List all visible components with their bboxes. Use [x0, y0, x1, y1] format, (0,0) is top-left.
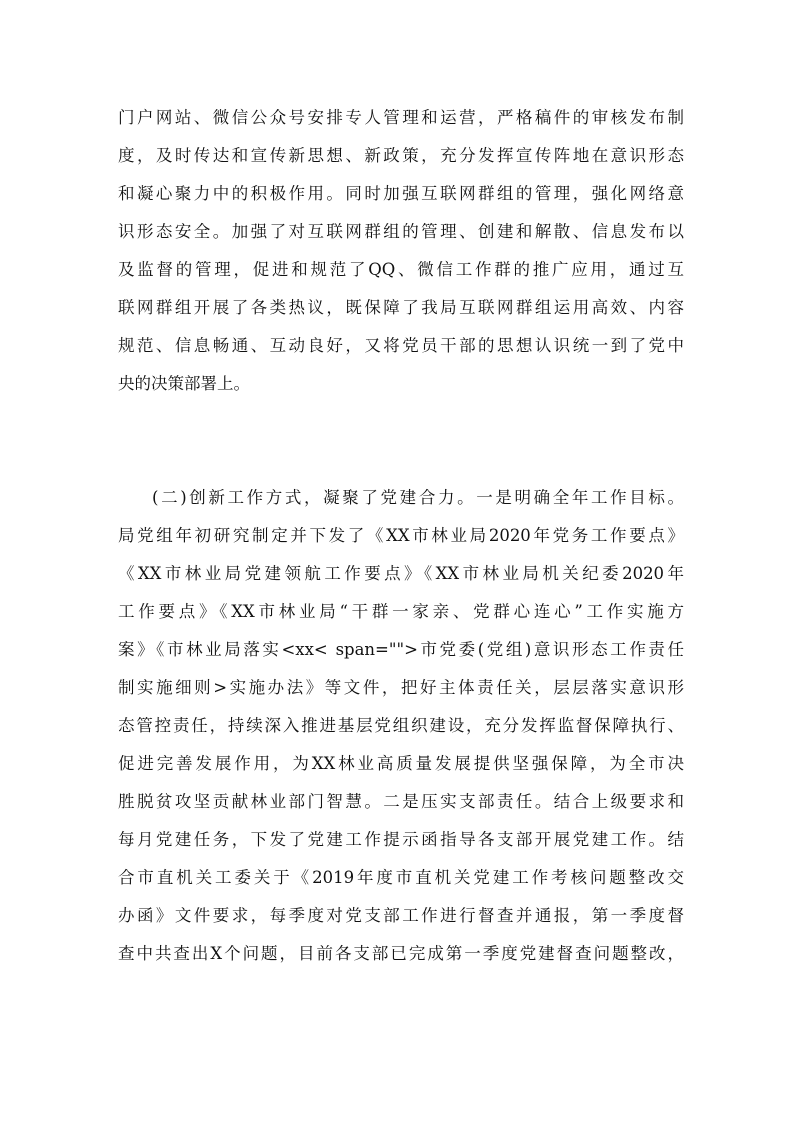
paragraph-line: 制实施细则>实施办法》等文件，把好主体责任关，层层落实意识形 [118, 678, 684, 697]
paragraph-line: 和凝心聚力中的积极作用。同时加强互联网群组的管理，强化网络意 [118, 184, 684, 203]
paragraph-line: 识形态安全。加强了对互联网群组的管理、创建和解散、信息发布以 [118, 222, 684, 241]
paragraph-line: 促进完善发展作用，为XX林业高质量发展提供坚强保障，为全市决 [118, 754, 684, 773]
paragraph-line: 门户网站、微信公众号安排专人管理和运营，严格稿件的审核发布制 [118, 108, 684, 127]
paragraph-line: 《XX市林业局党建领航工作要点》《XX市林业局机关纪委2020年 [118, 564, 684, 583]
paragraph-innovation-section [118, 479, 684, 973]
paragraph-line: 案》《市林业局落实<xx< span="">市党委(党组)意识形态工作责任 [118, 640, 684, 659]
paragraph-line: 查中共查出X个问题，目前各支部已完成第一季度党建督查问题整改， [118, 944, 684, 963]
paragraph-internet-management [118, 99, 684, 403]
paragraph-line: 及监督的管理，促进和规范了QQ、微信工作群的推广应用，通过互 [118, 260, 684, 279]
paragraph-line: 联网群组开展了各类热议，既保障了我局互联网群组运用高效、内容 [118, 298, 684, 317]
paragraph-line: 局党组年初研究制定并下发了《XX市林业局2020年党务工作要点》 [118, 526, 684, 545]
paragraph-line: 工作要点》《XX市林业局“干群一家亲、党群心连心”工作实施方 [118, 602, 684, 621]
paragraph-line: 规范、信息畅通、互动良好，又将党员干部的思想认识统一到了党中 [118, 336, 684, 355]
paragraph-line: 度，及时传达和宣传新思想、新政策，充分发挥宣传阵地在意识形态 [118, 146, 684, 165]
paragraph-line: 办函》文件要求，每季度对党支部工作进行督查并通报，第一季度督 [118, 906, 684, 925]
section-heading-line: (二)创新工作方式，凝聚了党建合力。一是明确全年工作目标。 [152, 488, 684, 507]
paragraph-line: 胜脱贫攻坚贡献林业部门智慧。二是压实支部责任。结合上级要求和 [118, 792, 684, 811]
paragraph-line: 每月党建任务，下发了党建工作提示函指导各支部开展党建工作。结 [118, 830, 684, 849]
paragraph-line: 合市直机关工委关于《2019年度市直机关党建工作考核问题整改交 [118, 868, 684, 887]
paragraph-line: 央的决策部署上。 [118, 374, 250, 393]
paragraph-line: 态管控责任，持续深入推进基层党组织建设，充分发挥监督保障执行、 [118, 716, 684, 735]
